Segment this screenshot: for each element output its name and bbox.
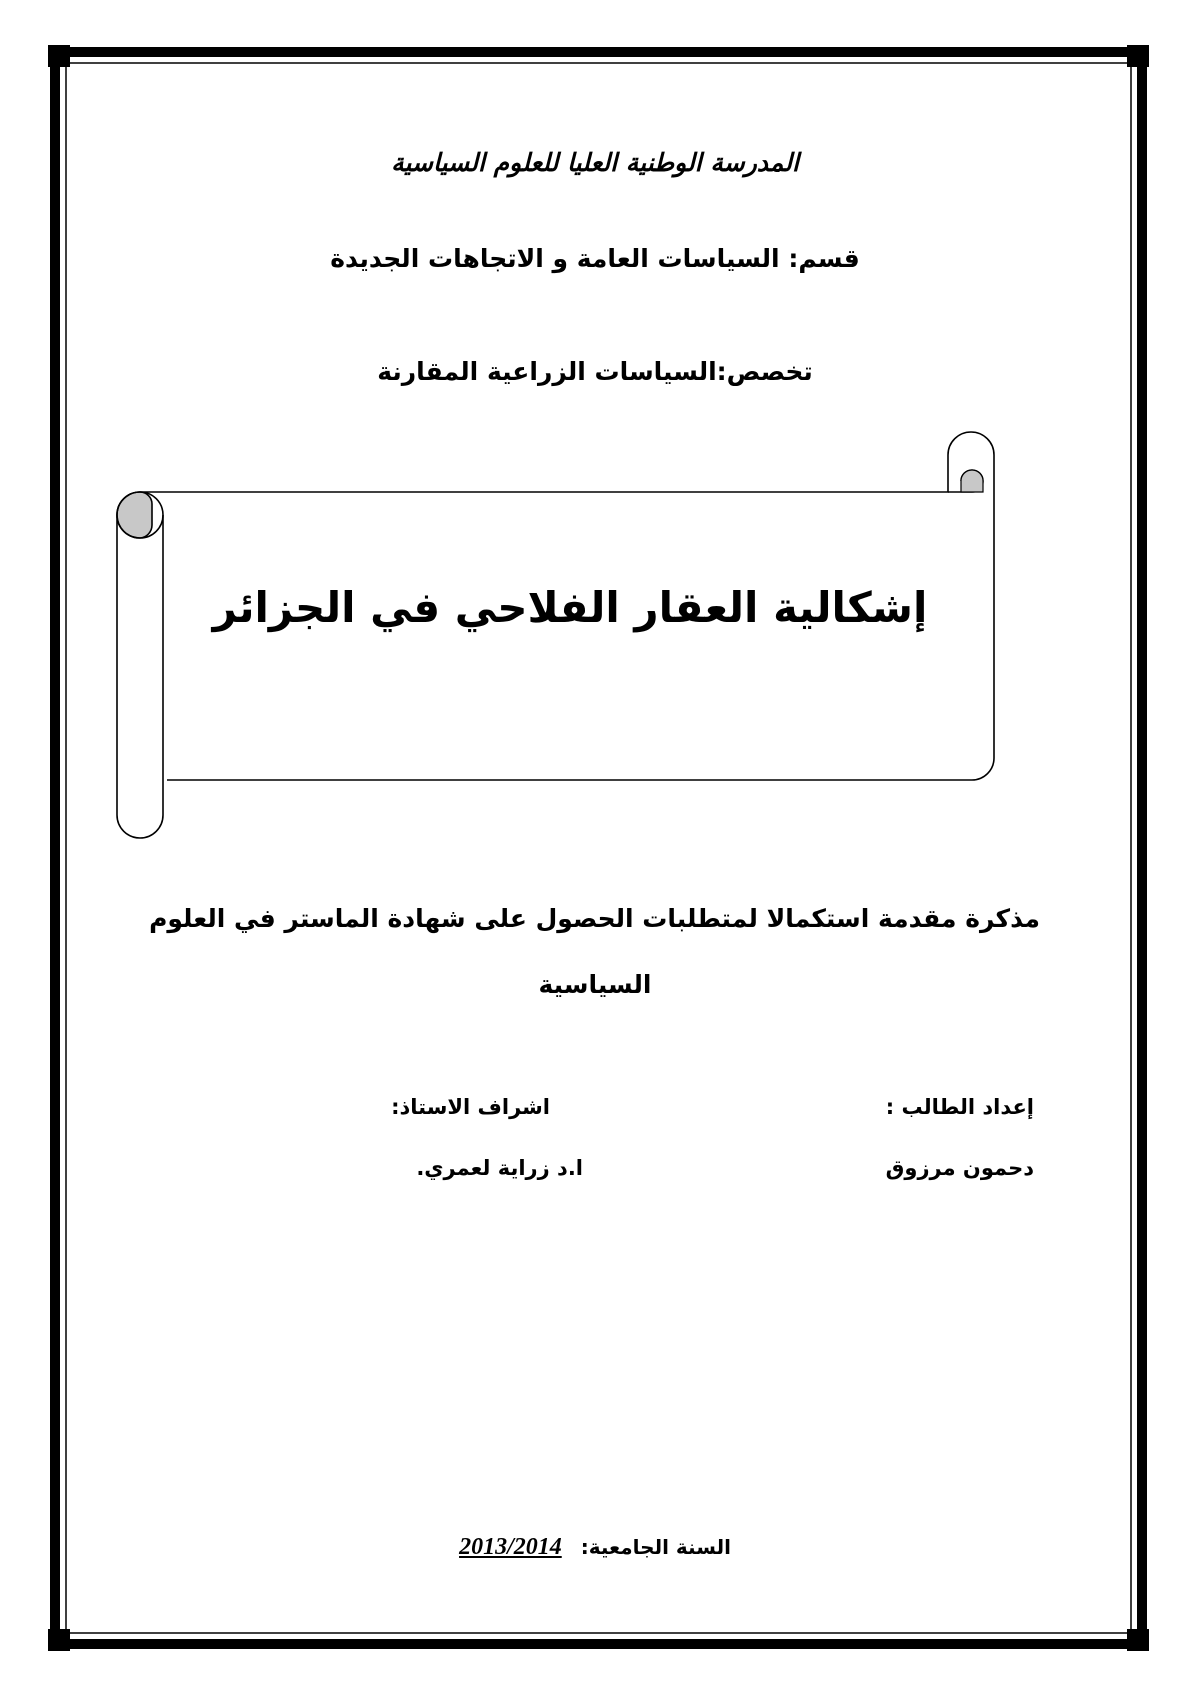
supervisor-name: ا.د زراية لعمري. <box>416 1156 583 1180</box>
thesis-title: إشكالية العقار الفلاحي في الجزائر <box>212 583 928 632</box>
academic-year <box>0 1534 1190 1561</box>
academic-year-value: 2013/2014 <box>459 1534 562 1560</box>
department-name: قسم: السياسات العامة و الاتجاهات الجديدة <box>330 244 860 273</box>
institution-name: المدرسة الوطنية العليا للعلوم السياسية <box>391 148 799 177</box>
student-name: دحمون مرزوق <box>885 1156 1034 1180</box>
memo-description-line2: السياسية <box>538 970 652 999</box>
prepared-by-label: إعداد الطالب : <box>885 1095 1034 1119</box>
specialty-name: تخصص:السياسات الزراعية المقارنة <box>377 357 813 386</box>
academic-year-label: السنة الجامعية: <box>580 1535 731 1559</box>
memo-description-line1: مذكرة مقدمة استكمالا لمتطلبات الحصول على شهادة الماستر في العلوم <box>149 904 1040 933</box>
supervisor-label: اشراف الاستاذ: <box>391 1095 550 1119</box>
